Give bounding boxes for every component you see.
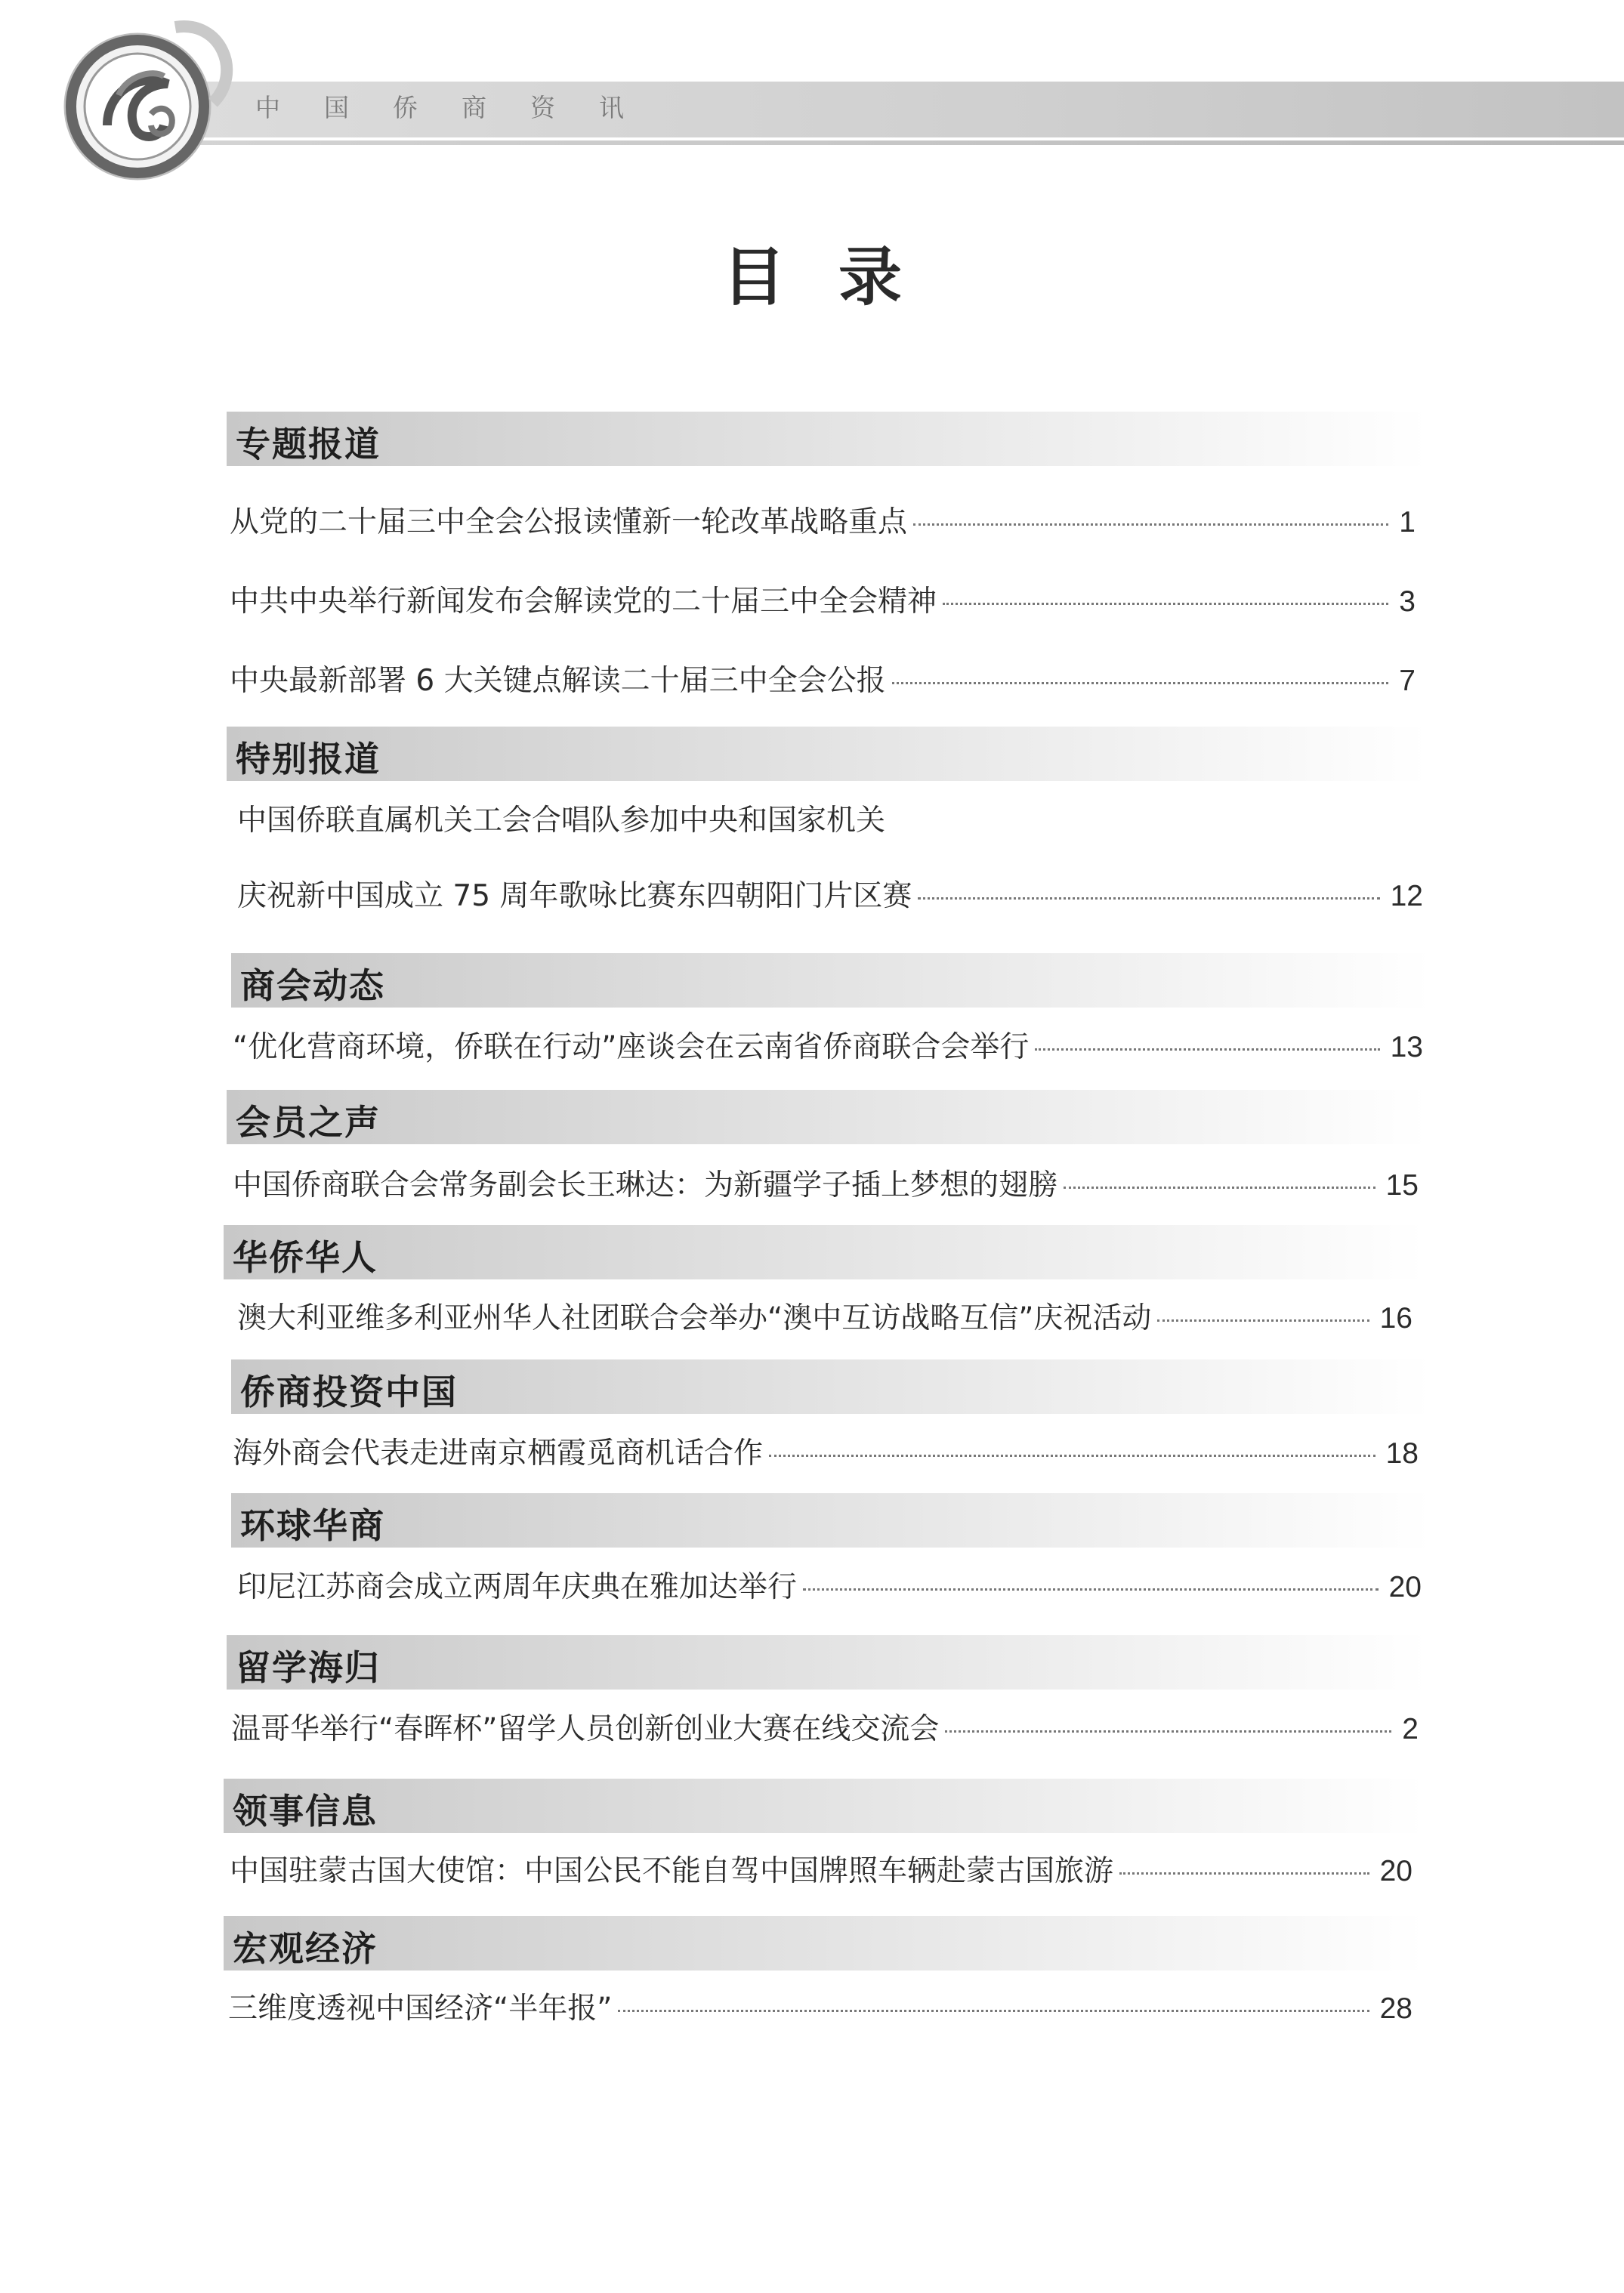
section-header — [227, 1090, 1428, 1144]
toc-entry[interactable] — [230, 578, 1416, 620]
entry-title: 澳大利亚维多利亚州华人社团联合会举办“澳中互访战略互信”庆祝活动 — [237, 1301, 1152, 1335]
toc-entry[interactable] — [230, 498, 1416, 541]
dot-leader — [618, 2010, 1369, 2012]
entry-title: 从党的二十届三中全会公报读懂新一轮改革战略重点 — [230, 505, 908, 539]
section-title: 环球华商 — [240, 1505, 385, 1546]
association-logo-icon — [62, 12, 236, 186]
entry-page: 20 — [1388, 1571, 1422, 1603]
entry-page: 12 — [1390, 880, 1423, 912]
entry-title: 中国侨商联合会常务副会长王琳达：为新疆学子插上梦想的翅膀 — [233, 1168, 1058, 1202]
section-header — [231, 1359, 1432, 1414]
dot-leader — [1157, 1319, 1369, 1322]
entry-title: 三维度透视中国经济“半年报” — [228, 1992, 613, 2026]
section-header — [224, 1916, 1425, 1970]
entry-page: 28 — [1379, 1992, 1413, 2025]
section-title: 专题报道 — [236, 424, 381, 464]
entry-page: 13 — [1390, 1031, 1423, 1063]
entry-title: 印尼江苏商会成立两周年庆典在雅加达举行 — [237, 1570, 798, 1604]
header-rule — [181, 140, 1624, 145]
section-title: 侨商投资中国 — [240, 1372, 458, 1412]
section-title: 商会动态 — [240, 965, 385, 1006]
dot-leader — [1035, 1048, 1379, 1051]
entry-page: 20 — [1379, 1855, 1413, 1887]
entry-title: 中国驻蒙古国大使馆：中国公民不能自驾中国牌照车辆赴蒙古国旅游 — [230, 1854, 1114, 1888]
toc-entry[interactable] — [228, 1985, 1413, 2027]
dot-leader — [803, 1588, 1379, 1591]
toc-entry[interactable] — [237, 1295, 1413, 1337]
section-title: 特别报道 — [236, 739, 381, 779]
dot-leader — [769, 1455, 1375, 1457]
entry-page: 2 — [1402, 1713, 1419, 1745]
toc-entry[interactable] — [237, 1563, 1422, 1606]
toc-entry[interactable] — [231, 1705, 1419, 1748]
entry-page: 16 — [1379, 1302, 1413, 1335]
section-title: 宏观经济 — [233, 1928, 378, 1969]
entry-title-line1[interactable]: 中国侨联直属机关工会合唱队参加中央和国家机关 — [237, 804, 886, 838]
entry-page: 1 — [1399, 506, 1416, 539]
toc-entry[interactable] — [233, 1023, 1423, 1066]
section-header — [227, 727, 1428, 781]
section-header — [227, 412, 1428, 466]
entry-title: 海外商会代表走进南京栖霞觅商机话合作 — [233, 1437, 764, 1471]
section-header — [227, 1635, 1428, 1690]
entry-page: 15 — [1385, 1169, 1419, 1202]
entry-title: 庆祝新中国成立 75 周年歌咏比赛东四朝阳门片区赛 — [237, 879, 912, 913]
toc-entry[interactable] — [233, 1430, 1419, 1472]
dot-leader — [1119, 1872, 1369, 1875]
toc-entry[interactable] — [237, 872, 1423, 915]
entry-page: 18 — [1385, 1437, 1419, 1470]
page-title: 目录 — [721, 240, 955, 314]
section-title: 留学海归 — [236, 1647, 381, 1688]
publication-name: 中国侨商资讯 — [255, 93, 668, 122]
section-header — [231, 1493, 1432, 1548]
entry-page: 7 — [1399, 665, 1416, 697]
dot-leader — [1064, 1187, 1375, 1189]
section-header — [224, 1779, 1425, 1833]
dot-leader — [943, 603, 1388, 605]
dot-leader — [918, 897, 1379, 900]
toc-entry[interactable] — [230, 657, 1416, 699]
section-header — [224, 1225, 1425, 1279]
section-title: 领事信息 — [233, 1791, 378, 1832]
toc-entry[interactable] — [230, 1847, 1413, 1890]
dot-leader — [892, 682, 1389, 684]
entry-title: 温哥华举行“春晖杯”留学人员创新创业大赛在线交流会 — [231, 1712, 940, 1746]
section-title: 华侨华人 — [233, 1237, 378, 1278]
entry-title: 中央最新部署 6 大关键点解读二十届三中全会公报 — [230, 664, 886, 698]
dot-leader — [913, 523, 1388, 526]
dot-leader — [945, 1730, 1391, 1733]
section-header — [231, 953, 1432, 1008]
entry-title: “优化营商环境，侨联在行动”座谈会在云南省侨商联合会举行 — [233, 1030, 1030, 1064]
toc-entry[interactable] — [233, 1162, 1419, 1204]
entry-title: 中共中央举行新闻发布会解读党的二十届三中全会精神 — [230, 585, 937, 619]
section-title: 会员之声 — [236, 1102, 381, 1143]
entry-page: 3 — [1399, 585, 1416, 618]
